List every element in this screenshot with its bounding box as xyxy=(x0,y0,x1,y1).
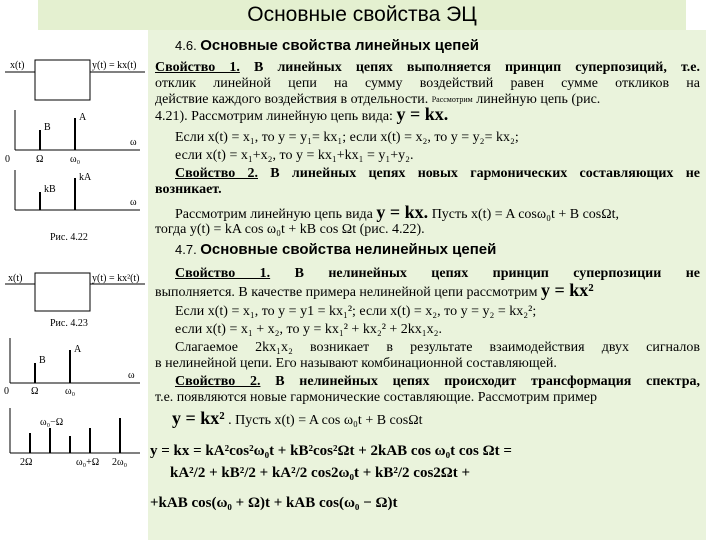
lin-prop2-line1 xyxy=(175,166,700,182)
nl-line5: Слагаемое 2kx₁x₂ возникает в результате взаимодействия двух сигналов xyxy=(175,340,700,355)
lin-prop1-text4: 4.21). Рассмотрим линейную цепь вида: xyxy=(155,109,393,124)
nl-prop1-text1: В нелинейных цепях принцип суперпозиции не xyxy=(294,266,701,281)
section-number-47: 4.7. xyxy=(175,242,197,257)
lin-text9b: Пусть x(t) = A cosω₀t + B cosΩt, xyxy=(431,207,620,222)
figure-nonlinear-diagram xyxy=(0,268,148,473)
lin-formula2: y = kx. xyxy=(376,202,429,222)
circuit-block-nl xyxy=(35,273,90,311)
omega0-label-nl: ω₀ xyxy=(65,386,76,397)
omega-label-1: Ω xyxy=(36,154,44,165)
section-4-7-heading xyxy=(175,242,720,259)
lin-prop1-text1: В линейных цепях выполняется принцип суперпозиций, т.е. xyxy=(253,60,701,75)
expansion-formula xyxy=(150,440,710,535)
nl-line3: Если x(t) = x₁, то y = y1 = kx₁²; если x(t) = x₂, то y = y₂ = kx₂²; xyxy=(175,304,537,319)
figure1-caption: Рис. 4.22 xyxy=(50,232,88,243)
slide-title-bar xyxy=(38,0,686,30)
lin-prop1-small: Рассмотрим xyxy=(431,95,473,104)
label-2omega: 2Ω xyxy=(20,457,33,468)
section-title-47: Основные свойства нелинейных цепей xyxy=(200,241,497,258)
lin-prop2-text1: В линейных цепях новых гармонических составляющих не xyxy=(270,166,700,181)
kA-label: kA xyxy=(79,172,92,183)
B-label: B xyxy=(44,122,51,133)
nl-formula-ykx2: y = kx² xyxy=(540,280,594,300)
nl-line4: если x(t) = x₁ + x₂, то y = kx₁² + kx₂² + 2kx₁x₂. xyxy=(175,322,443,337)
omega-axis-label-1: ω xyxy=(130,137,137,148)
circuit-block xyxy=(35,60,90,100)
nl-prop1-text2: выполняется. В качестве примера нелинейной цепи рассмотрим xyxy=(155,285,538,300)
lin-prop1-line2: отклик линейной цепи на сумму воздействий равен сумме откликов на xyxy=(155,76,700,91)
lin-line6: если x(t) = x₁+x₂, то y = kx₁+kx₁ = y₁+y₂. xyxy=(175,148,414,163)
omega-axis-label-nl: ω xyxy=(128,370,135,381)
origin-label-nl: 0 xyxy=(4,386,9,397)
section-number-46: 4.6. xyxy=(175,38,197,53)
nl-formula2: y = kx² xyxy=(172,408,225,428)
lin-prop1-text3b: линейную цепь (рис. xyxy=(476,92,601,107)
formula-line1-lhs: y = kx = kA²cos²ω₀t + kB²cos²Ωt + 2kAB cos ω₀t cos Ωt = xyxy=(150,443,512,459)
lin-prop1-line1 xyxy=(155,60,700,76)
nl-prop1-label: Свойство 1. xyxy=(175,266,271,281)
nl-line9 xyxy=(172,410,717,429)
formula-line1b xyxy=(150,462,710,484)
nl-prop2-line1 xyxy=(175,374,700,390)
lin-line9 xyxy=(175,204,720,223)
lin-text9a: Рассмотрим линейную цепь вида xyxy=(175,207,373,222)
lin-prop1-label: Свойство 1. xyxy=(155,60,240,75)
omega0-label-1: ω₀ xyxy=(70,154,81,165)
omega-label-nl: Ω xyxy=(31,386,39,397)
figure-linear-circuit xyxy=(0,50,148,250)
lin-line10: тогда y(t) = kA cos ω₀t + kB cos Ωt (рис. 4.22). xyxy=(155,222,425,237)
formula-line1 xyxy=(150,440,710,462)
formula-line1-rhs: kA²/2 + kB²/2 + kA²/2 cos2ω₀t + kB²/2 cos2Ωt + xyxy=(170,465,471,481)
origin-label-1: 0 xyxy=(5,154,10,165)
figure2-caption: Рис. 4.23 xyxy=(50,318,88,329)
nl-prop2-label: Свойство 2. xyxy=(175,374,261,389)
nl-text9b: . Пусть x(t) = A cos ω₀t + B cosΩt xyxy=(228,413,423,428)
figure-nonlinear-circuit xyxy=(0,268,148,473)
A-label-nl: A xyxy=(74,344,82,355)
lin-prop1-line4 xyxy=(155,106,700,125)
lin-prop1-text3a: действие каждого воздействия в отдельности. xyxy=(155,92,429,107)
label-2omega0: 2ω₀ xyxy=(112,457,128,468)
label-diff: ω₀−Ω xyxy=(40,417,64,428)
input-label-nl: x(t) xyxy=(8,273,23,284)
kB-label: kB xyxy=(44,184,56,195)
nl-prop2-line2: т.е. появляются новые гармонические составляющие. Рассмотрим пример xyxy=(155,390,598,405)
nl-line6: в нелинейной цепи. Его называют комбинационной составляющей. xyxy=(155,356,557,371)
omega-axis-label-2: ω xyxy=(130,197,137,208)
output-label: y(t) = kx(t) xyxy=(92,60,137,71)
lin-formula-ykx: y = kx. xyxy=(396,104,449,124)
figure-linear-diagram xyxy=(0,50,148,250)
section-4-6-heading xyxy=(175,38,720,55)
formula-line2: +kAB cos(ω₀ + Ω)t + kAB cos(ω₀ − Ω)t xyxy=(150,495,398,511)
label-sum: ω₀+Ω xyxy=(76,457,100,468)
nl-prop2-text1: В нелинейных цепях происходит трансформация спектра, xyxy=(275,374,701,389)
slide-title: Основные свойства ЭЦ xyxy=(247,3,477,26)
section-title-46: Основные свойства линейных цепей xyxy=(200,37,479,54)
lin-prop2-label: Свойство 2. xyxy=(175,166,258,181)
B-label-nl: B xyxy=(39,355,46,366)
nl-prop1-line1 xyxy=(175,266,700,282)
A-label: A xyxy=(79,112,87,123)
output-label-nl: y(t) = kx²(t) xyxy=(92,273,140,284)
lin-prop2-line2: возникает. xyxy=(155,182,222,197)
lin-line5: Если x(t) = x₁, то y = y₁= kx₁; если x(t) = x₂, то y = y₂= kx₂; xyxy=(175,130,519,145)
nl-prop1-line2 xyxy=(155,282,700,301)
input-label: x(t) xyxy=(10,60,25,71)
